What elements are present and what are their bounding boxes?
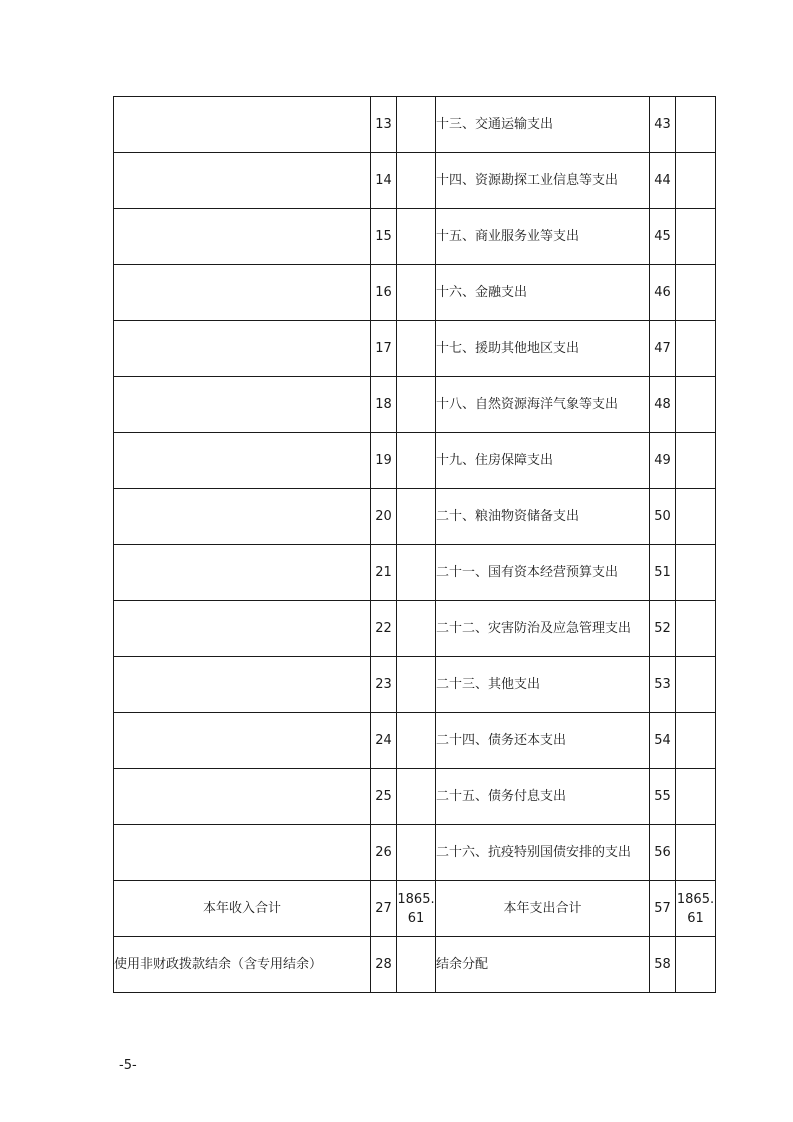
right-item-label: 十七、援助其他地区支出 bbox=[436, 321, 650, 377]
non-fiscal-balance-row-number: 28 bbox=[371, 937, 397, 993]
left-row-number: 19 bbox=[371, 433, 397, 489]
right-item-label: 十六、金融支出 bbox=[436, 265, 650, 321]
left-item-cell bbox=[114, 713, 371, 769]
right-item-label: 十九、住房保障支出 bbox=[436, 433, 650, 489]
left-row-number: 15 bbox=[371, 209, 397, 265]
left-amount-cell bbox=[397, 713, 436, 769]
income-total-row-number: 27 bbox=[371, 881, 397, 937]
left-amount-cell bbox=[397, 377, 436, 433]
income-total-label: 本年收入合计 bbox=[114, 881, 371, 937]
table-row bbox=[114, 209, 716, 265]
left-row-number: 16 bbox=[371, 265, 397, 321]
left-amount-cell bbox=[397, 601, 436, 657]
right-item-label: 二十六、抗疫特别国债安排的支出 bbox=[436, 825, 650, 881]
right-item-label: 二十二、灾害防治及应急管理支出 bbox=[436, 601, 650, 657]
right-amount-cell bbox=[676, 209, 716, 265]
left-row-number: 20 bbox=[371, 489, 397, 545]
right-row-number: 55 bbox=[650, 769, 676, 825]
right-item-label: 十五、商业服务业等支出 bbox=[436, 209, 650, 265]
table-row bbox=[114, 657, 716, 713]
right-amount-cell bbox=[676, 657, 716, 713]
table-row bbox=[114, 769, 716, 825]
right-item-label: 二十、粮油物资储备支出 bbox=[436, 489, 650, 545]
right-row-number: 52 bbox=[650, 601, 676, 657]
right-item-label: 十三、交通运输支出 bbox=[436, 97, 650, 153]
right-row-number: 48 bbox=[650, 377, 676, 433]
right-row-number: 44 bbox=[650, 153, 676, 209]
right-row-number: 43 bbox=[650, 97, 676, 153]
income-total-amount: 1865.61 bbox=[397, 881, 436, 937]
balance-row bbox=[114, 937, 716, 993]
right-amount-cell bbox=[676, 97, 716, 153]
total-row bbox=[114, 881, 716, 937]
left-item-cell bbox=[114, 769, 371, 825]
non-fiscal-balance-label: 使用非财政拨款结余（含专用结余） bbox=[114, 937, 371, 993]
right-row-number: 45 bbox=[650, 209, 676, 265]
expenditure-total-row-number: 57 bbox=[650, 881, 676, 937]
table-row bbox=[114, 97, 716, 153]
right-item-label: 二十三、其他支出 bbox=[436, 657, 650, 713]
right-row-number: 51 bbox=[650, 545, 676, 601]
income-expenditure-table bbox=[113, 96, 716, 993]
left-row-number: 21 bbox=[371, 545, 397, 601]
left-item-cell bbox=[114, 601, 371, 657]
left-item-cell bbox=[114, 433, 371, 489]
left-amount-cell bbox=[397, 265, 436, 321]
table-row bbox=[114, 265, 716, 321]
left-amount-cell bbox=[397, 545, 436, 601]
right-row-number: 50 bbox=[650, 489, 676, 545]
right-item-label: 二十四、债务还本支出 bbox=[436, 713, 650, 769]
right-row-number: 56 bbox=[650, 825, 676, 881]
right-row-number: 46 bbox=[650, 265, 676, 321]
right-row-number: 53 bbox=[650, 657, 676, 713]
left-amount-cell bbox=[397, 97, 436, 153]
left-row-number: 14 bbox=[371, 153, 397, 209]
right-row-number: 54 bbox=[650, 713, 676, 769]
left-item-cell bbox=[114, 489, 371, 545]
table-row bbox=[114, 825, 716, 881]
left-amount-cell bbox=[397, 489, 436, 545]
expenditure-total-amount: 1865.61 bbox=[676, 881, 716, 937]
right-amount-cell bbox=[676, 265, 716, 321]
left-item-cell bbox=[114, 97, 371, 153]
table-row bbox=[114, 601, 716, 657]
left-row-number: 24 bbox=[371, 713, 397, 769]
table-row bbox=[114, 153, 716, 209]
expenditure-total-label: 本年支出合计 bbox=[436, 881, 650, 937]
left-row-number: 23 bbox=[371, 657, 397, 713]
right-row-number: 49 bbox=[650, 433, 676, 489]
balance-distribution-label: 结余分配 bbox=[436, 937, 650, 993]
table-row bbox=[114, 377, 716, 433]
left-amount-cell bbox=[397, 825, 436, 881]
right-amount-cell bbox=[676, 601, 716, 657]
table-row bbox=[114, 321, 716, 377]
right-amount-cell bbox=[676, 489, 716, 545]
right-amount-cell bbox=[676, 769, 716, 825]
left-amount-cell bbox=[397, 153, 436, 209]
left-amount-cell bbox=[397, 657, 436, 713]
left-amount-cell bbox=[397, 321, 436, 377]
non-fiscal-balance-amount bbox=[397, 937, 436, 993]
right-amount-cell bbox=[676, 545, 716, 601]
table-row bbox=[114, 713, 716, 769]
right-amount-cell bbox=[676, 377, 716, 433]
left-row-number: 18 bbox=[371, 377, 397, 433]
left-row-number: 17 bbox=[371, 321, 397, 377]
right-amount-cell bbox=[676, 153, 716, 209]
left-row-number: 25 bbox=[371, 769, 397, 825]
left-row-number: 13 bbox=[371, 97, 397, 153]
table-row bbox=[114, 489, 716, 545]
right-amount-cell bbox=[676, 321, 716, 377]
right-amount-cell bbox=[676, 433, 716, 489]
table-row bbox=[114, 545, 716, 601]
right-item-label: 十八、自然资源海洋气象等支出 bbox=[436, 377, 650, 433]
right-item-label: 十四、资源勘探工业信息等支出 bbox=[436, 153, 650, 209]
balance-distribution-row-number: 58 bbox=[650, 937, 676, 993]
left-item-cell bbox=[114, 153, 371, 209]
right-amount-cell bbox=[676, 713, 716, 769]
right-row-number: 47 bbox=[650, 321, 676, 377]
left-row-number: 26 bbox=[371, 825, 397, 881]
left-item-cell bbox=[114, 657, 371, 713]
right-item-label: 二十一、国有资本经营预算支出 bbox=[436, 545, 650, 601]
left-item-cell bbox=[114, 265, 371, 321]
right-item-label: 二十五、债务付息支出 bbox=[436, 769, 650, 825]
table-row bbox=[114, 433, 716, 489]
left-item-cell bbox=[114, 377, 371, 433]
left-item-cell bbox=[114, 545, 371, 601]
right-amount-cell bbox=[676, 825, 716, 881]
left-amount-cell bbox=[397, 769, 436, 825]
left-item-cell bbox=[114, 321, 371, 377]
left-amount-cell bbox=[397, 209, 436, 265]
left-item-cell bbox=[114, 825, 371, 881]
left-item-cell bbox=[114, 209, 371, 265]
left-amount-cell bbox=[397, 433, 436, 489]
balance-distribution-amount bbox=[676, 937, 716, 993]
left-row-number: 22 bbox=[371, 601, 397, 657]
page-number: -5- bbox=[119, 1058, 137, 1073]
